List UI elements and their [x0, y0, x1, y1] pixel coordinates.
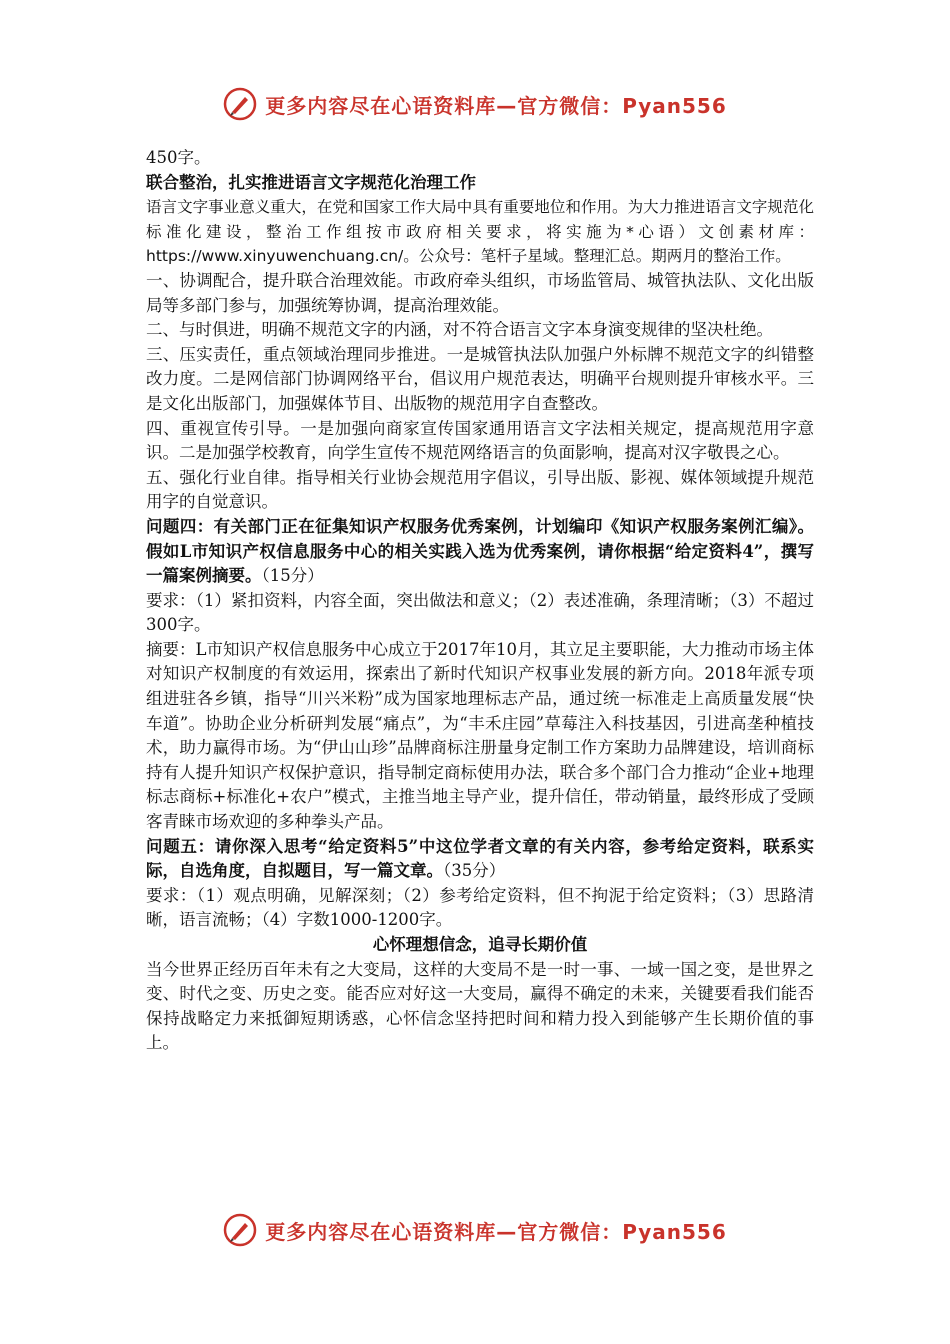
paragraph-point-4: 四、重视宣传引导。一是加强向商家宣传国家通用语言文字法相关规定，提高规范用字意识。二是加强学校教育，向学生宣传不规范网络语言的负面影响，提高对汉字敬畏之心。: [146, 418, 814, 463]
paragraph-point-5: 五、强化行业自律。指导相关行业协会规范用字倡议，引导出版、影视、媒体领域提升规范用字的自觉意识。: [146, 467, 814, 512]
question-4-requirements: 要求：（1）紧扣资料，内容全面，突出做法和意义；（2）表述准确，条理清晰；（3）不超过300字。: [146, 590, 814, 635]
question-5-text: 问题五：请你深入思考“给定资料5”中这位学者文章的有关内容，参考给定资料，联系实际，自选角度，自拟题目，写一篇文章。: [146, 836, 814, 881]
document-body: [146, 146, 814, 1056]
essay-title: 心怀理想信念，追寻长期价值: [372, 935, 588, 954]
paragraph-point-2: 二、与时俱进，明确不规范文字的内涵，对不符合语言文字本身演变规律的坚决杜绝。: [146, 320, 773, 340]
header-banner: [0, 82, 950, 126]
question-4-text: 问题四：有关部门正在征集知识产权服务优秀案例，计划编印《知识产权服务案例汇编》。假如L市知识产权信息服务中心的相关实践入选为优秀案例，请你根据“给定资料4”，撰写一篇案例摘要。: [146, 516, 814, 586]
paragraph-point-1: 一、协调配合，提升联合治理效能。市政府牵头组织，市场监管局、城管执法队、文化出版局等多部门参与，加强统筹协调，提高治理效能。: [146, 270, 814, 315]
pen-logo-icon: [223, 1213, 257, 1247]
question-4-score: （15分）: [261, 566, 324, 586]
paragraph-continuation: 450字。: [146, 148, 211, 167]
pen-logo-icon: [223, 87, 257, 121]
paragraph-intro: 语言文字事业意义重大，在党和国家工作大局中具有重要地位和作用。为大力推进语言文字规范化标准化建设，整治工作组按市政府相关要求，将实施为*心语）文创素材库：https://www.xinyuwenchuang.cn/。公众号：笔杆子星域。整理汇总。期两月的整治工作。: [146, 198, 814, 266]
question-4-answer: 摘要：L市知识产权信息服务中心成立于2017年10月，其立足主要职能，大力推动市场主体对知识产权制度的有效运用，探索出了新时代知识产权事业发展的新方向。2018年派专项组进驻各乡镇，指导“川兴米粉”成为国家地理标志产品，通过统一标准走上高质量发展“快车道”。协助企业分析研判发展“痛点”，为“丰禾庄园”草莓注入科技基因，引进高垄种植技术，助力赢得市场。为“伊山山珍”品牌商标注册量身定制工作方案助力品牌建设，培训商标持有人提升知识产权保护意识，指导制定商标使用办法，联合多个部门合力推动“企业+地理标志商标+标准化+农户”模式，主推当地主导产业，提升信任，带动销量，最终形成了受顾客青睐市场欢迎的多种拳头产品。: [146, 639, 814, 832]
section-heading: 联合整治，扎实推进语言文字规范化治理工作: [146, 172, 476, 192]
banner-text: 更多内容尽在心语资料库—官方微信：Pyan556: [265, 93, 727, 118]
essay-paragraph: 当今世界正经历百年未有之大变局，这样的大变局不是一时一事、一域一国之变，是世界之变、时代之变、历史之变。能否应对好这一大变局，赢得不确定的未来，关键要看我们能否保持战略定力来抵御短期诱惑，心怀信念坚持把时间和精力投入到能够产生长期价值的事上。: [146, 959, 814, 1053]
question-5: [146, 835, 814, 884]
footer-banner: [0, 1208, 950, 1252]
paragraph-point-3: 三、压实责任，重点领域治理同步推进。一是城管执法队加强户外标牌不规范文字的纠错整改力度。二是网信部门协调网络平台，倡议用户规范表达，明确平台规则提升审核水平。三是文化出版部门，加强媒体节目、出版物的规范用字自查整改。: [146, 344, 814, 413]
question-5-score: （35分）: [443, 861, 506, 881]
question-5-requirements: 要求：（1）观点明确，见解深刻；（2）参考给定资料，但不拘泥于给定资料；（3）思路清晰，语言流畅；（4）字数1000-1200字。: [146, 885, 814, 930]
banner-text: 更多内容尽在心语资料库—官方微信：Pyan556: [265, 1219, 727, 1244]
question-4: [146, 515, 814, 589]
